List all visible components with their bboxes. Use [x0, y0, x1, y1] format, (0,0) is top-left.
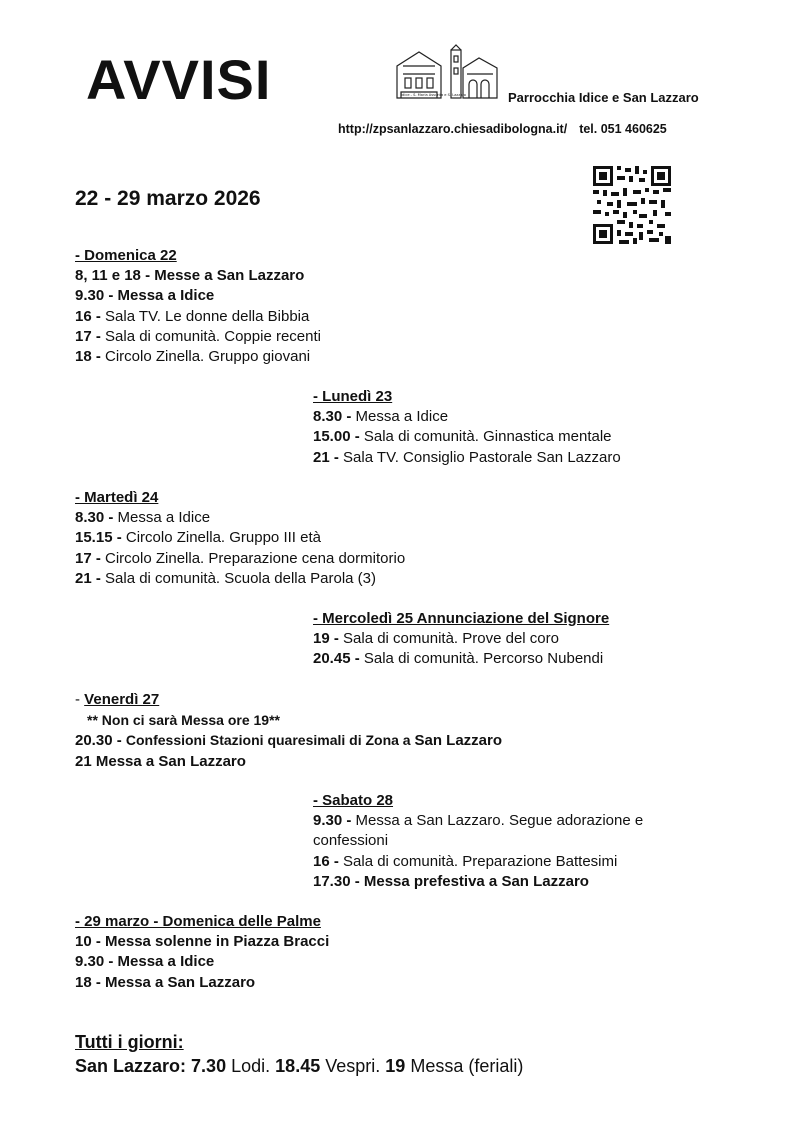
schedule-item: 17.30 - Messa prefestiva a San Lazzaro [313, 872, 589, 890]
schedule-item: 8, 11 e 18 - Messe a San Lazzaro [75, 267, 305, 285]
page-title: AVVISI [86, 48, 272, 111]
qr-code[interactable] [593, 166, 671, 244]
day-heading: - 29 marzo - Domenica delle Palme [75, 913, 321, 930]
schedule-item: 16 - Sala TV. Le donne della Bibbia [75, 307, 310, 325]
schedule-item: 17 - Sala di comunità. Coppie recenti [75, 327, 321, 345]
contact-line [338, 122, 667, 136]
church-logo [393, 44, 503, 104]
day-heading: - Lunedì 23 [313, 388, 393, 405]
daily-heading: Tutti i giorni: [75, 1032, 184, 1052]
day-block-wednesday-25 [313, 609, 723, 670]
parish-name: Parrocchia Idice e San Lazzaro [508, 90, 699, 105]
vespri-time: 18.45 [275, 1056, 321, 1076]
schedule-item-continuation: confessioni [313, 832, 389, 850]
schedule-item: 10 - Messa solenne in Piazza Bracci [75, 933, 330, 951]
daily-place: San Lazzaro: [75, 1056, 187, 1076]
schedule-item: 21 - Sala di comunità. Scuola della Parola (3) [75, 569, 376, 587]
day-block-tuesday-24 [75, 488, 715, 589]
day-block-sunday-22 [75, 246, 715, 367]
schedule-item: 20.45 - Sala di comunità. Percorso Nubendi [313, 650, 604, 668]
phone-number: tel. 051 460625 [579, 122, 667, 136]
schedule-item: 15.00 - Sala di comunità. Ginnastica mentale [313, 428, 612, 446]
day-heading: - Martedì 24 [75, 489, 159, 506]
schedule-item: 20.30 - Confessioni Stazioni quaresimali di Zona a San Lazzaro [75, 732, 503, 750]
schedule-item: 9.30 - Messa a San Lazzaro. Segue adorazione e [313, 812, 644, 830]
schedule-note: ** Non ci sarà Messa ore 19** [87, 712, 280, 729]
schedule-item: 9.30 - Messa a Idice [75, 953, 215, 971]
day-block-saturday-28 [313, 791, 723, 892]
daily-schedule [75, 1056, 523, 1077]
logo-text: Idice - S. Maria Assunta e S. Lazzaro [401, 93, 467, 97]
schedule-item: 21 - Sala TV. Consiglio Pastorale San Lazzaro [313, 448, 621, 466]
day-block-friday-27 [75, 690, 715, 772]
messa-label: Messa (feriali) [410, 1056, 524, 1076]
website-link[interactable]: http://zpsanlazzaro.chiesadibologna.it/ [338, 122, 568, 136]
schedule-item: 18 - Messa a San Lazzaro [75, 973, 256, 991]
lodi-time: 7.30 [191, 1056, 227, 1076]
schedule-item: 8.30 - Messa a Idice [313, 408, 449, 426]
day-heading: - Mercoledì 25 Annunciazione del Signore [313, 610, 610, 627]
lodi-label: Lodi. [231, 1056, 271, 1076]
day-block-palm-sunday-29 [75, 912, 715, 993]
messa-time: 19 [385, 1056, 406, 1076]
day-heading: - Domenica 22 [75, 247, 177, 264]
vespri-label: Vespri. [325, 1056, 381, 1076]
date-range: 22 - 29 marzo 2026 [75, 187, 261, 210]
schedule-item: 8.30 - Messa a Idice [75, 509, 211, 527]
schedule-item: 18 - Circolo Zinella. Gruppo giovani [75, 348, 311, 366]
schedule-item: 16 - Sala di comunità. Preparazione Battesimi [313, 852, 618, 870]
day-heading: - Sabato 28 [313, 792, 394, 809]
schedule-item: 17 - Circolo Zinella. Preparazione cena dormitorio [75, 549, 406, 567]
day-block-monday-23 [313, 387, 723, 468]
schedule-item: 15.15 - Circolo Zinella. Gruppo III età [75, 529, 321, 547]
schedule-item: 19 - Sala di comunità. Prove del coro [313, 630, 559, 648]
day-heading: - Venerdì 27 [75, 691, 160, 708]
schedule-item: 21 Messa a San Lazzaro [75, 752, 246, 770]
schedule-item: 9.30 - Messa a Idice [75, 287, 215, 305]
